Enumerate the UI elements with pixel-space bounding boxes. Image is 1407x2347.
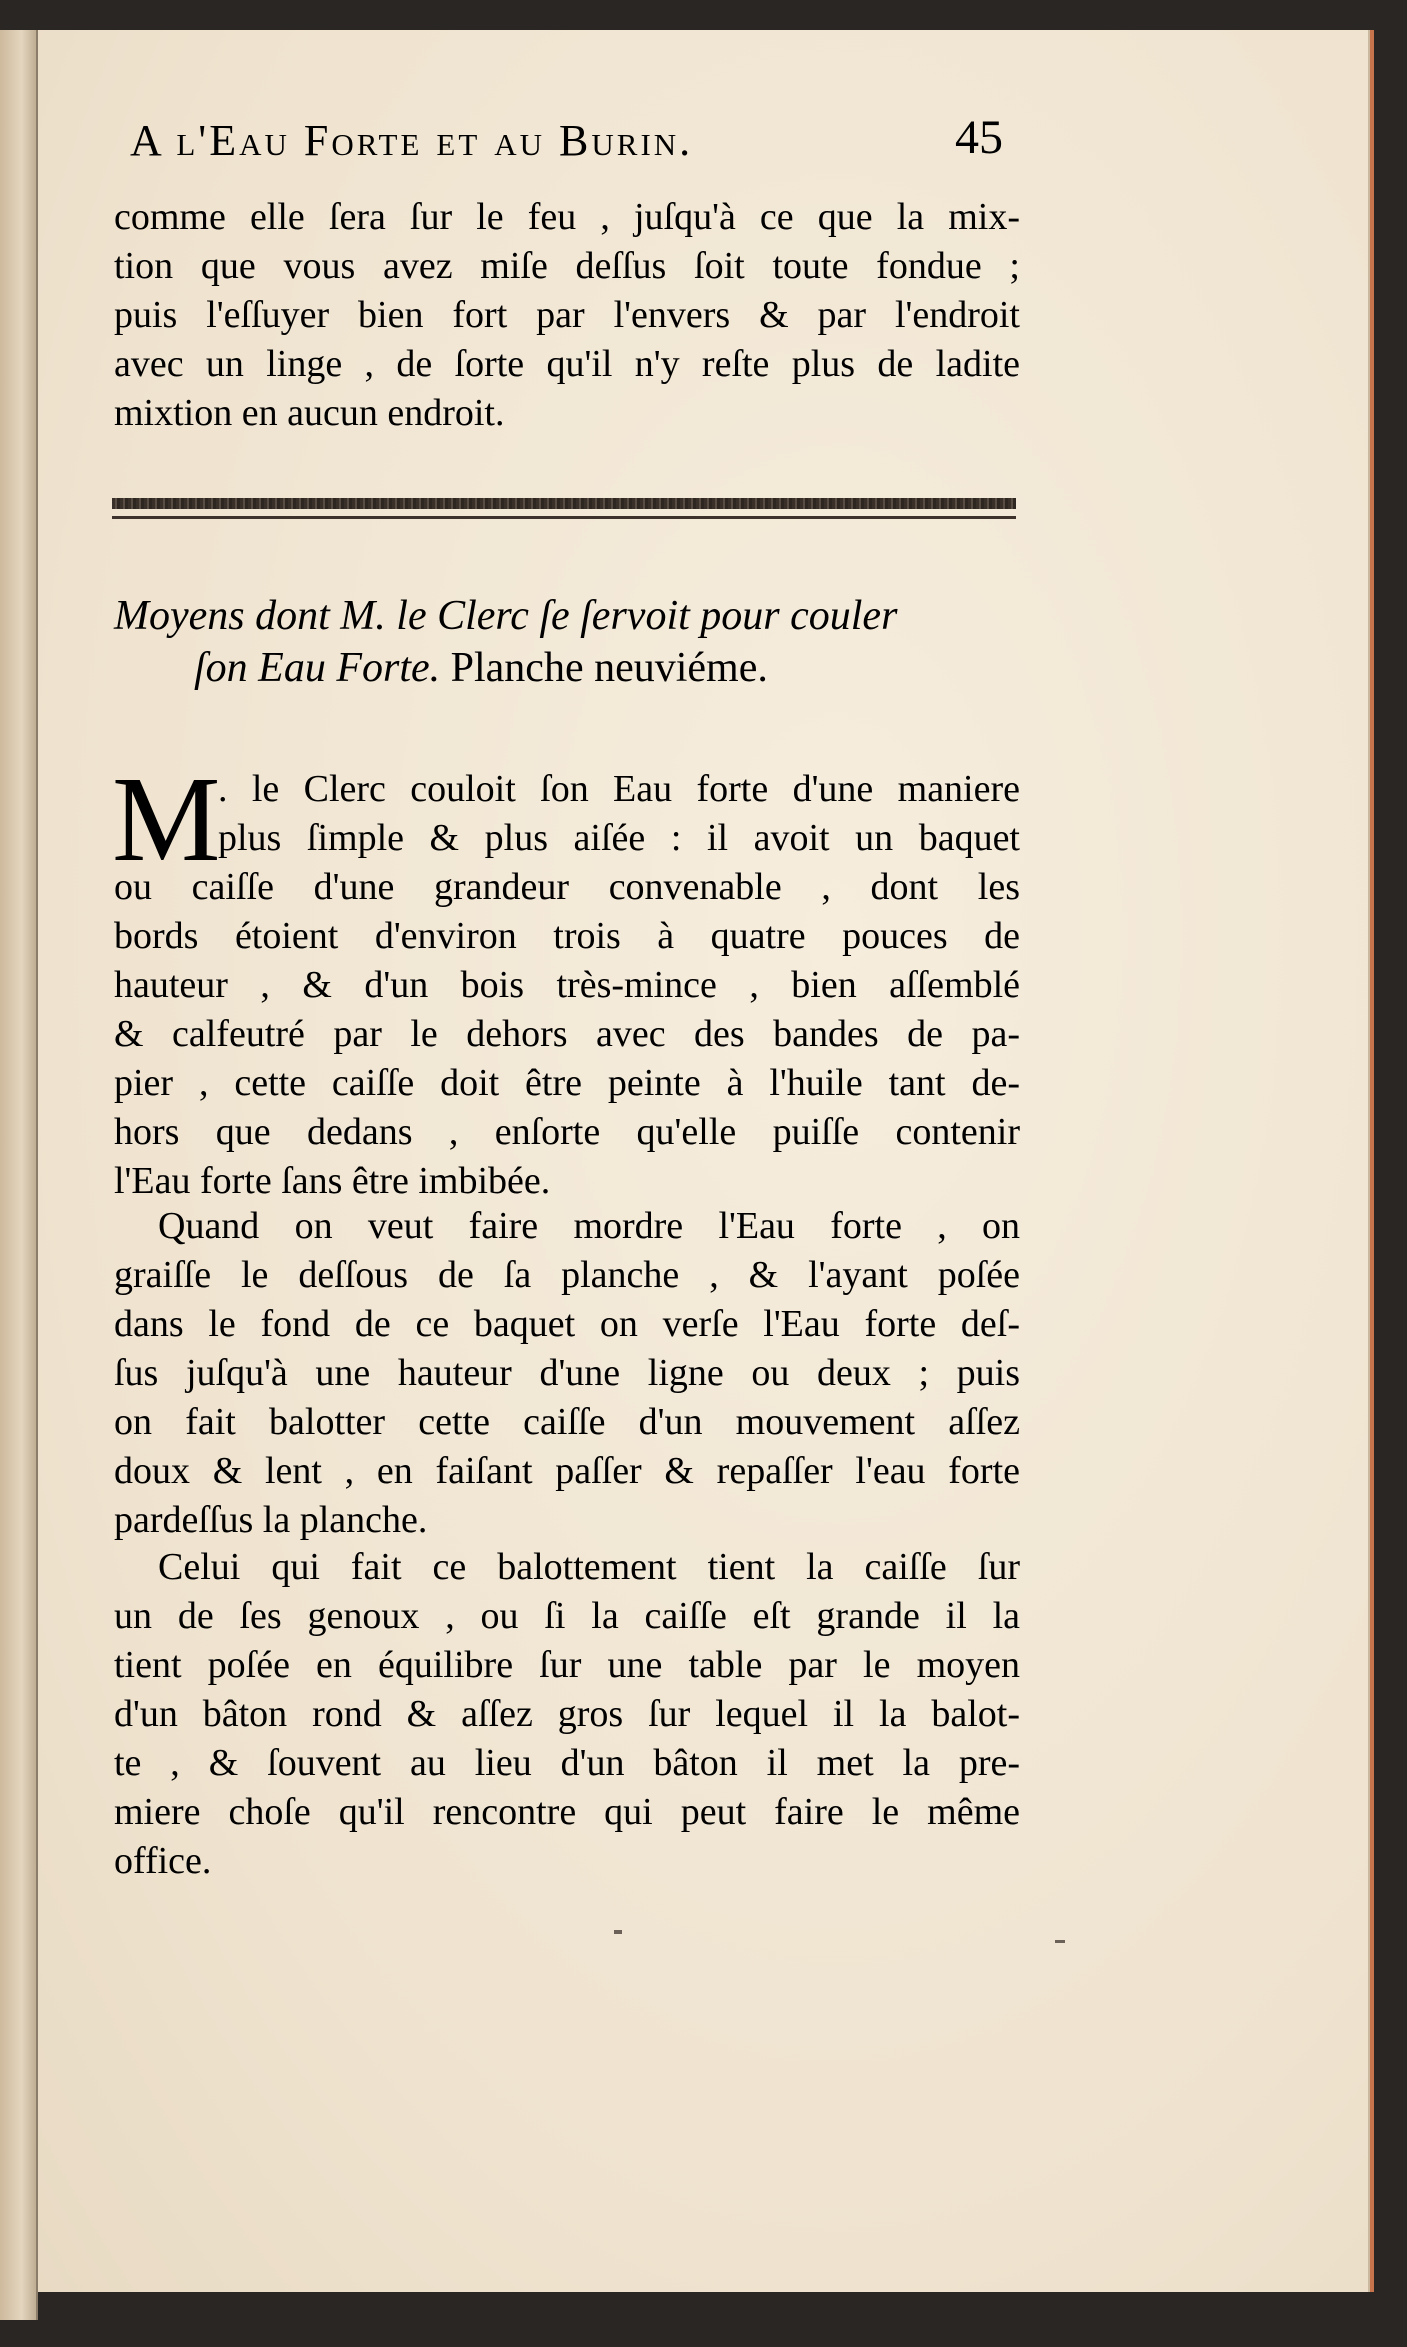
text-line: te , & ſouvent au lieu d'un bâton il met la pre-	[114, 1742, 1020, 1784]
text-line: hors que dedans , enſorte qu'elle puiſſe contenir	[114, 1111, 1020, 1153]
text-line: doux & lent , en faiſant paſſer & repaſſer l'eau forte	[114, 1450, 1020, 1492]
text-line: Celui qui fait ce balottement tient la caiſſe ſur	[158, 1546, 1020, 1588]
text-line: dans le fond de ce baquet on verſe l'Eau forte deſ-	[114, 1303, 1020, 1345]
ink-speck	[614, 1930, 622, 1934]
section-title-roman-part: Planche neuviéme.	[450, 645, 768, 691]
text-line: avec un linge , de ſorte qu'il n'y reſte plus de ladite	[114, 343, 1020, 385]
text-line: pier , cette caiſſe doit être peinte à l'huile tant de-	[114, 1062, 1020, 1104]
paragraph1	[114, 863, 1020, 1206]
text-line: office.	[114, 1840, 212, 1882]
thin-rule	[112, 516, 1016, 519]
text-line: tion que vous avez miſe deſſus ſoit toute fondue ;	[114, 245, 1020, 287]
text-line: mixtion en aucun endroit.	[114, 392, 505, 434]
text-line: l'Eau forte ſans être imbibée.	[114, 1160, 551, 1202]
drop-cap: M	[112, 752, 221, 887]
text-line: hauteur , & d'un bois très-mince , bien aſſemblé	[114, 964, 1020, 1006]
text-line: un de ſes genoux , ou ſi la caiſſe eſt grande il la	[114, 1595, 1020, 1637]
ornamental-rule	[112, 498, 1016, 509]
text-line: plus ſimple & plus aiſée : il avoit un baquet	[218, 817, 1020, 859]
running-head: A l'Eau Forte et au Burin.	[130, 116, 694, 165]
top-paragraph	[114, 193, 1020, 438]
section-title-italic-part: ſon Eau Forte.	[194, 645, 441, 691]
text-line: ſus juſqu'à une hauteur d'une ligne ou deux ; puis	[114, 1352, 1020, 1394]
text-line: bords étoient d'environ trois à quatre pouces de	[114, 915, 1020, 957]
page-number: 45	[955, 111, 1003, 164]
paragraph3	[114, 1543, 1020, 1886]
text-line: on fait balotter cette caiſſe d'un mouvement aſſez	[114, 1401, 1020, 1443]
paragraph1-indented	[218, 765, 1020, 863]
text-line: d'un bâton rond & aſſez gros ſur lequel il la balot-	[114, 1693, 1020, 1735]
facing-page-edge	[0, 30, 38, 2320]
text-line: . le Clerc couloit ſon Eau forte d'une maniere	[218, 768, 1020, 810]
text-line: ou caiſſe d'une grandeur convenable , dont les	[114, 866, 1020, 908]
text-line: & calfeutré par le dehors avec des bandes de pa-	[114, 1013, 1020, 1055]
section-title-line2	[114, 642, 1020, 694]
section-title-line1: Moyens dont M. le Clerc ſe ſervoit pour couler	[114, 593, 898, 639]
section-title	[114, 590, 1020, 694]
paragraph2	[114, 1202, 1020, 1545]
ink-speck	[1055, 1940, 1065, 1943]
text-line: miere choſe qu'il rencontre qui peut faire le même	[114, 1791, 1020, 1833]
text-line: Quand on veut faire mordre l'Eau forte , on	[158, 1205, 1020, 1247]
text-line: puis l'eſſuyer bien fort par l'envers & par l'endroit	[114, 294, 1020, 336]
text-line: tient poſée en équilibre ſur une table par le moyen	[114, 1644, 1020, 1686]
text-line: comme elle ſera ſur le feu , juſqu'à ce que la mix-	[114, 196, 1020, 238]
text-line: pardeſſus la planche.	[114, 1499, 428, 1541]
text-line: graiſſe le deſſous de ſa planche , & l'ayant poſée	[114, 1254, 1020, 1296]
page-edge-red	[1368, 30, 1374, 2292]
